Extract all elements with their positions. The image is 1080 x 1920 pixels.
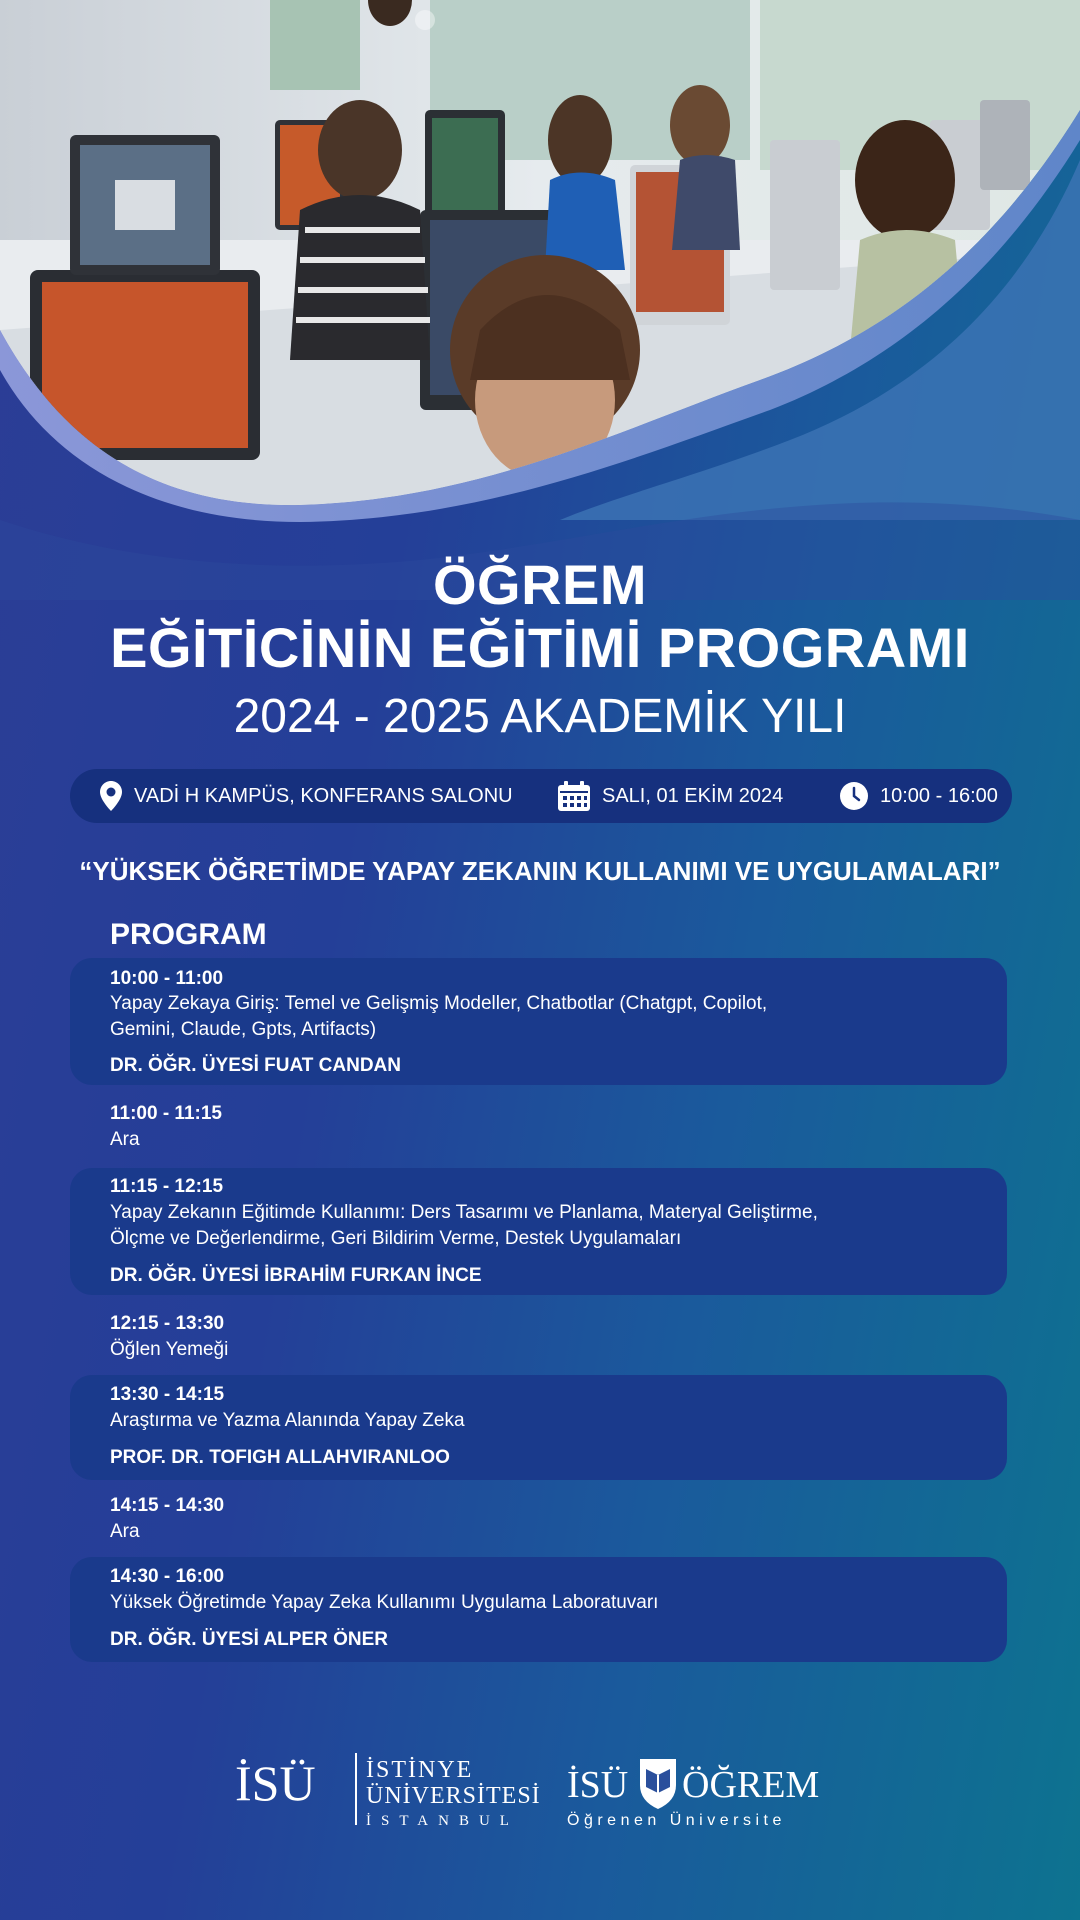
- location-text: VADİ H KAMPÜS, KONFERANS SALONU: [134, 784, 513, 807]
- isu-line3: İSTANBUL: [366, 1813, 519, 1829]
- program-short-name: ÖĞREM: [432, 553, 648, 616]
- session-2: [70, 1168, 1007, 1295]
- break-time: 11:00 - 11:15: [110, 1103, 222, 1124]
- book-shield-icon: [640, 1759, 676, 1809]
- lunch-label: Öğlen Yemeği: [110, 1339, 229, 1360]
- session-speaker: DR. ÖĞR. ÜYESİ ALPER ÖNER: [110, 1629, 388, 1650]
- break-label: Ara: [110, 1129, 140, 1150]
- date-info: [558, 769, 783, 823]
- session-desc-line1: Yapay Zekanın Eğitimde Kullanımı: Ders Tasarımı ve Planlama, Materyal Geliştirme,: [110, 1202, 818, 1223]
- ogrem-tagline: Öğrenen Üniversite: [567, 1812, 786, 1829]
- ogrem-logo: [567, 1759, 819, 1829]
- session-1: [70, 958, 1007, 1085]
- program-heading: PROGRAM: [110, 918, 267, 951]
- lunch: [70, 1305, 1007, 1365]
- session-desc-line1: Yüksek Öğretimde Yapay Zeka Kullanımı Uygulama Laboratuvarı: [110, 1592, 659, 1613]
- session-3: [70, 1375, 1007, 1480]
- program-title: EĞİTİCİNİN EĞİTİMİ PROGRAMI: [110, 616, 970, 679]
- session-4: [70, 1557, 1007, 1662]
- lunch-time: 12:15 - 13:30: [110, 1313, 225, 1334]
- event-theme: “YÜKSEK ÖĞRETİMDE YAPAY ZEKANIN KULLANIMI VE UYGULAMALARI”: [79, 856, 1001, 886]
- session-desc-line1: Araştırma ve Yazma Alanında Yapay Zeka: [110, 1410, 465, 1431]
- session-time: 11:15 - 12:15: [110, 1176, 224, 1197]
- title-block: [0, 555, 1080, 753]
- academic-year: 2024 - 2025 AKADEMİK YILI: [233, 690, 847, 743]
- break-2: [70, 1487, 1007, 1547]
- break-time: 14:15 - 14:30: [110, 1495, 225, 1516]
- classroom-photo: [0, 0, 1080, 600]
- session-speaker: DR. ÖĞR. ÜYESİ İBRAHİM FURKAN İNCE: [110, 1265, 482, 1286]
- isu-line1: İSTİNYE: [366, 1757, 474, 1783]
- date-text: SALI, 01 EKİM 2024: [602, 784, 784, 807]
- session-time: 10:00 - 11:00: [110, 968, 224, 989]
- session-time: 13:30 - 14:15: [110, 1384, 225, 1405]
- footer-logos: [0, 1735, 1080, 1845]
- location-pin-icon: [100, 781, 122, 811]
- ogrem-isu-mark: İSÜ: [567, 1764, 629, 1806]
- session-desc-line2: Ölçme ve Değerlendirme, Geri Bildirim Verme, Destek Uygulamaları: [110, 1228, 682, 1249]
- isu-line2: ÜNİVERSİTESİ: [366, 1783, 541, 1809]
- event-info-bar: [70, 769, 1012, 823]
- isu-mark: İSÜ: [235, 1755, 316, 1811]
- calendar-icon: [558, 781, 590, 811]
- session-desc-line1: Yapay Zekaya Giriş: Temel ve Gelişmiş Modeller, Chatbotlar (Chatgpt, Copilot,: [110, 993, 768, 1014]
- break-label: Ara: [110, 1521, 140, 1542]
- time-text: 10:00 - 16:00: [880, 784, 998, 807]
- istinye-university-logo: [235, 1753, 541, 1829]
- session-speaker: DR. ÖĞR. ÜYESİ FUAT CANDAN: [110, 1055, 401, 1076]
- location-info: [100, 769, 513, 823]
- session-time: 14:30 - 16:00: [110, 1566, 225, 1587]
- break-1: [70, 1095, 1007, 1155]
- time-info: [840, 769, 998, 823]
- session-speaker: PROF. DR. TOFIGH ALLAHVIRANLOO: [110, 1447, 450, 1468]
- ogrem-name: ÖĞREM: [682, 1764, 820, 1806]
- session-desc-line2: Gemini, Claude, Gpts, Artifacts): [110, 1019, 377, 1040]
- clock-icon: [840, 782, 868, 810]
